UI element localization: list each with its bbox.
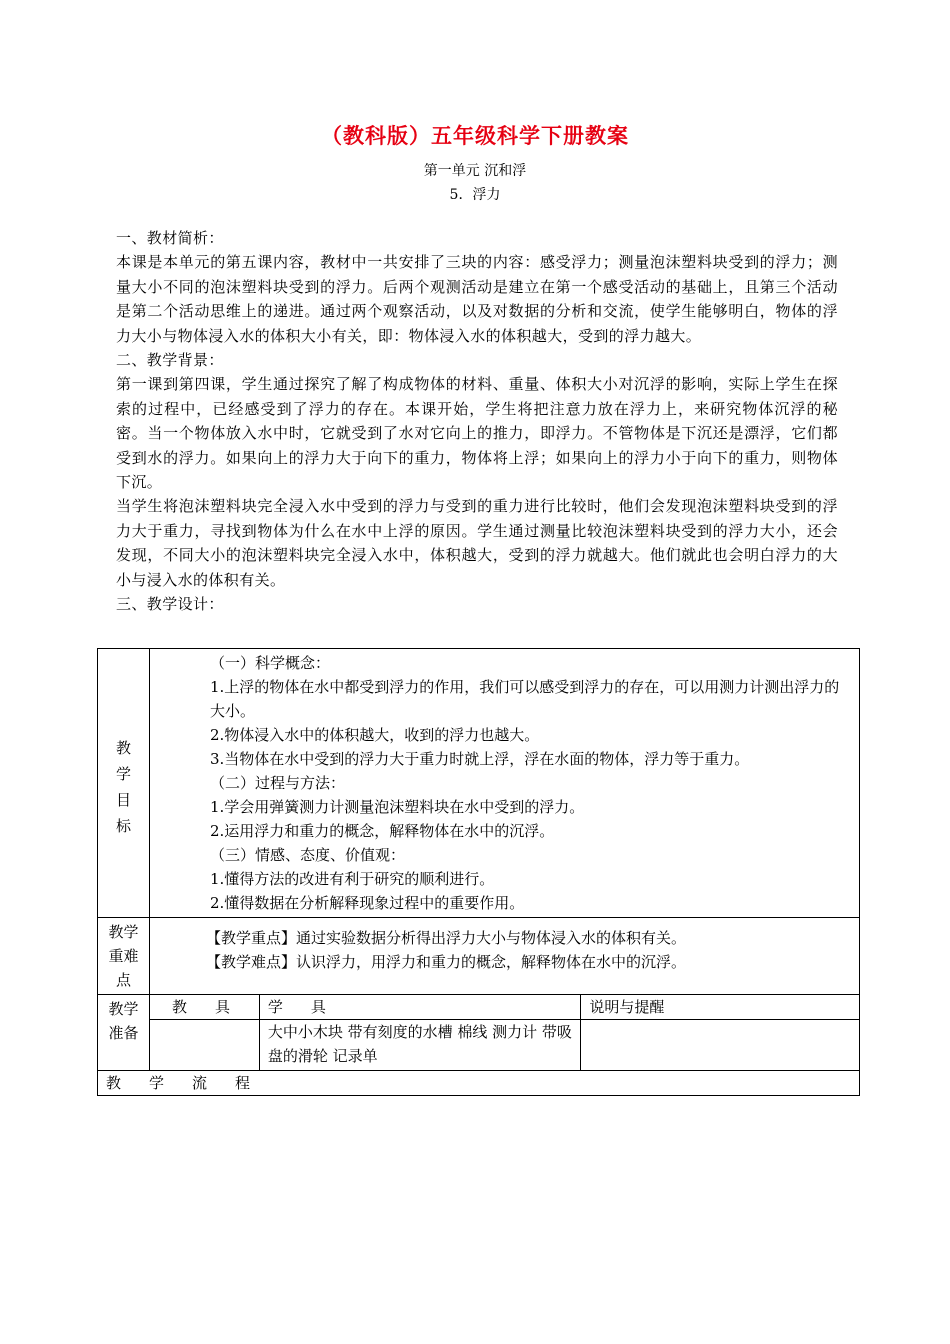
concept-item: 1.上浮的物体在水中都受到浮力的作用，我们可以感受到浮力的存在，可以用测力计测出浮力的大小。 xyxy=(209,678,840,720)
analysis-heading: 一、教材简析： xyxy=(116,229,224,247)
lesson-design-table xyxy=(97,648,860,1096)
analysis-text: 本课是本单元的第五课内容，教材中一共安排了三块的内容：感受浮力；测量泡沫塑料块受到的浮力；测量大小不同的泡沫塑料块受到的浮力。后两个观测活动是建立在第一个感受活动的基础上，且第三个活动是第二个活动思维上的递进。通过两个观察活动，以及对数据的分析和交流，使学生能够明白，物体的浮力大小与物体浸入水的体积大小有关，即：物体浸入水的体积越大，受到的浮力越大。 xyxy=(116,253,838,345)
key-content-cell xyxy=(149,918,859,995)
process-heading: （二）过程与方法： xyxy=(209,774,345,792)
goals-label-cell xyxy=(98,649,150,918)
prep-content-row xyxy=(98,1020,860,1071)
prep-header-row xyxy=(98,995,860,1020)
key-points-row xyxy=(98,918,860,995)
background-text-1: 第一课到第四课，学生通过探究了解了构成物体的材料、重量、体积大小对沉浮的影响，实际上学生在探索的过程中，已经感受到了浮力的存在。本课开始，学生将把注意力放在浮力上，来研究物体沉浮的秘密。当一个物体放入水中时，它就受到了水对它向上的推力，即浮力。不管物体是下沉还是漂浮，它们都受到水的浮力。如果向上的浮力大于向下的重力，物体将上浮；如果向上的浮力小于向下的重力，则物体下沉。 xyxy=(116,375,838,492)
teacher-tools-header: 教具 xyxy=(149,995,259,1020)
document-title: （教科版）五年级科学下册教案 xyxy=(321,124,629,148)
concept-item: 2.物体浸入水中的体积越大，收到的浮力也越大。 xyxy=(209,726,540,744)
design-heading: 三、教学设计： xyxy=(116,595,224,614)
concept-heading: （一）科学概念： xyxy=(209,654,330,672)
key-label-cell: 教学 重难 点 xyxy=(98,918,150,995)
process-item: 2.运用浮力和重力的概念，解释物体在水中的沉浮。 xyxy=(209,822,555,840)
document-body xyxy=(116,226,838,617)
background-heading: 二、教学背景： xyxy=(116,351,224,370)
goals-content-cell xyxy=(149,649,859,918)
student-tools-cell: 大中小木块 带有刻度的水槽 棉线 测力计 带吸盘的滑轮 记录单 xyxy=(259,1020,581,1071)
lesson-title: 5．浮力 xyxy=(449,187,501,203)
notes-cell xyxy=(581,1020,860,1071)
student-tools-header: 学具 xyxy=(259,995,581,1020)
emotion-item: 2.懂得数据在分析解释现象过程中的重要作用。 xyxy=(209,894,525,912)
background-text-2: 当学生将泡沫塑料块完全浸入水中受到的浮力与受到的重力进行比较时，他们会发现泡沫塑料块受到的浮力大于重力，寻找到物体为什么在水中上浮的原因。学生通过测量比较泡沫塑料块受到的浮力大小，还会发现，不同大小的泡沫塑料块完全浸入水中，体积越大，受到的浮力就越大。他们就此也会明白浮力的大小与浸入水的体积有关。 xyxy=(116,497,838,589)
notes-header: 说明与提醒 xyxy=(581,995,860,1020)
emotion-item: 1.懂得方法的改进有利于研究的顺利进行。 xyxy=(209,870,495,888)
flow-row xyxy=(98,1071,860,1096)
teacher-tools-cell xyxy=(149,1020,259,1071)
prep-label-cell: 教学 准备 xyxy=(98,995,150,1071)
concept-item: 3.当物体在水中受到的浮力大于重力时就上浮，浮在水面的物体，浮力等于重力。 xyxy=(209,750,750,768)
emotion-heading: （三）情感、态度、价值观： xyxy=(209,846,405,864)
process-item: 1.学会用弹簧测力计测量泡沫塑料块在水中受到的浮力。 xyxy=(209,798,585,816)
key-point: 【教学重点】通过实验数据分析得出浮力大小与物体浸入水的体积有关。 xyxy=(205,929,686,947)
unit-title: 第一单元 沉和浮 xyxy=(423,163,527,179)
difficult-point: 【教学难点】认识浮力，用浮力和重力的概念，解释物体在水中的沉浮。 xyxy=(205,953,686,971)
goals-row xyxy=(98,649,860,918)
goals-label: 教 学 目 标 xyxy=(115,739,131,835)
flow-label-cell: 教学流程 xyxy=(98,1071,860,1096)
